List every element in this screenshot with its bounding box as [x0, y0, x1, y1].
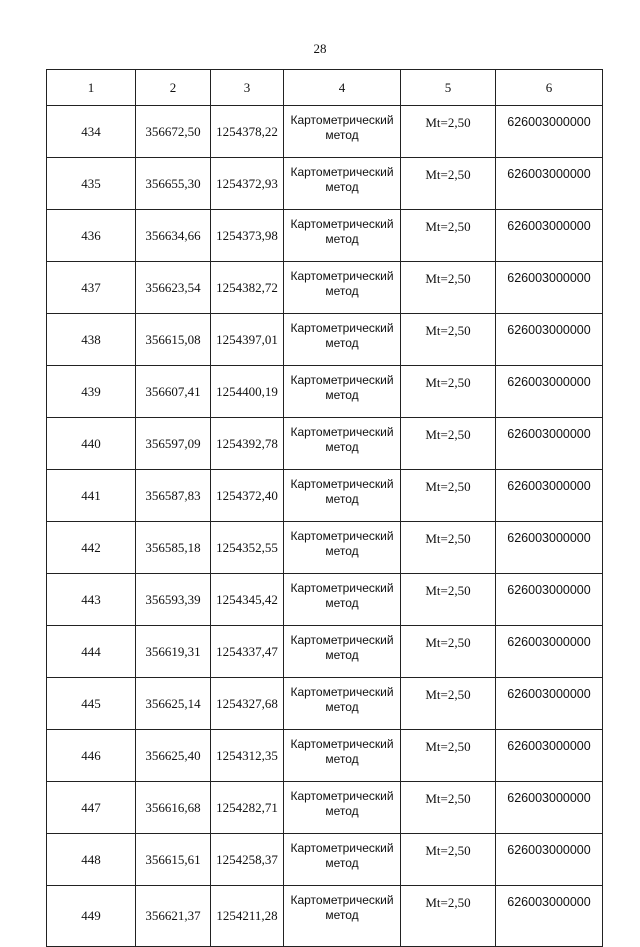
y-coordinate-cell: 1254400,19 — [211, 366, 284, 418]
method-line-1: Картометрический — [290, 425, 394, 439]
accuracy-cell: Mt=2,50 — [401, 418, 496, 470]
method-line-2: метод — [325, 128, 359, 142]
method-line-1: Картометрический — [290, 269, 394, 283]
cadastral-code-cell: 626003000000 — [496, 678, 603, 730]
x-coordinate-cell: 356623,54 — [136, 262, 211, 314]
table-row — [47, 730, 603, 782]
cadastral-code-cell: 626003000000 — [496, 522, 603, 574]
point-number-cell: 447 — [47, 782, 136, 834]
method-line-2: метод — [325, 180, 359, 194]
x-coordinate-cell: 356621,37 — [136, 886, 211, 947]
x-coordinate-cell: 356593,39 — [136, 574, 211, 626]
method-line-1: Картометрический — [290, 789, 394, 803]
cadastral-code-cell: 626003000000 — [496, 210, 603, 262]
accuracy-cell: Mt=2,50 — [401, 834, 496, 886]
accuracy-cell: Mt=2,50 — [401, 678, 496, 730]
cadastral-code-cell: 626003000000 — [496, 262, 603, 314]
y-coordinate-cell: 1254352,55 — [211, 522, 284, 574]
point-number-cell: 436 — [47, 210, 136, 262]
point-number-cell: 437 — [47, 262, 136, 314]
x-coordinate-cell: 356615,08 — [136, 314, 211, 366]
method-cell — [284, 418, 401, 470]
y-coordinate-cell: 1254327,68 — [211, 678, 284, 730]
page-number: 28 — [313, 41, 327, 56]
table-row — [47, 314, 603, 366]
method-line-2: метод — [325, 700, 359, 714]
table-row — [47, 574, 603, 626]
method-cell — [284, 782, 401, 834]
cadastral-code-cell: 626003000000 — [496, 730, 603, 782]
method-cell — [284, 314, 401, 366]
accuracy-cell: Mt=2,50 — [401, 106, 496, 158]
accuracy-cell: Mt=2,50 — [401, 314, 496, 366]
method-cell — [284, 886, 401, 947]
method-line-1: Картометрический — [290, 477, 394, 491]
x-coordinate-cell: 356634,66 — [136, 210, 211, 262]
method-cell — [284, 366, 401, 418]
accuracy-cell: Mt=2,50 — [401, 210, 496, 262]
y-coordinate-cell: 1254258,37 — [211, 834, 284, 886]
point-number-cell: 440 — [47, 418, 136, 470]
cadastral-code-cell: 626003000000 — [496, 886, 603, 947]
point-number-cell: 442 — [47, 522, 136, 574]
x-coordinate-cell: 356587,83 — [136, 470, 211, 522]
cadastral-code-cell: 626003000000 — [496, 574, 603, 626]
table-row — [47, 366, 603, 418]
method-line-2: метод — [325, 908, 359, 922]
method-cell — [284, 106, 401, 158]
header-col-1: 1 — [47, 70, 136, 106]
x-coordinate-cell: 356597,09 — [136, 418, 211, 470]
table-row — [47, 262, 603, 314]
table-row — [47, 418, 603, 470]
method-line-2: метод — [325, 804, 359, 818]
table-row — [47, 158, 603, 210]
method-cell — [284, 626, 401, 678]
accuracy-cell: Mt=2,50 — [401, 626, 496, 678]
accuracy-cell: Mt=2,50 — [401, 522, 496, 574]
method-line-2: метод — [325, 388, 359, 402]
point-number-cell: 449 — [47, 886, 136, 947]
header-col-5: 5 — [401, 70, 496, 106]
accuracy-cell: Mt=2,50 — [401, 262, 496, 314]
y-coordinate-cell: 1254282,71 — [211, 782, 284, 834]
x-coordinate-cell: 356625,14 — [136, 678, 211, 730]
method-line-1: Картометрический — [290, 113, 394, 127]
method-line-1: Картометрический — [290, 581, 394, 595]
method-cell — [284, 210, 401, 262]
y-coordinate-cell: 1254337,47 — [211, 626, 284, 678]
method-line-2: метод — [325, 544, 359, 558]
accuracy-cell: Mt=2,50 — [401, 574, 496, 626]
cadastral-code-cell: 626003000000 — [496, 106, 603, 158]
point-number-cell: 446 — [47, 730, 136, 782]
method-line-1: Картометрический — [290, 633, 394, 647]
cadastral-code-cell: 626003000000 — [496, 418, 603, 470]
method-line-1: Картометрический — [290, 737, 394, 751]
table-row — [47, 678, 603, 730]
method-line-2: метод — [325, 752, 359, 766]
method-line-2: метод — [325, 596, 359, 610]
x-coordinate-cell: 356619,31 — [136, 626, 211, 678]
y-coordinate-cell: 1254373,98 — [211, 210, 284, 262]
y-coordinate-cell: 1254345,42 — [211, 574, 284, 626]
header-col-4: 4 — [284, 70, 401, 106]
method-cell — [284, 678, 401, 730]
accuracy-cell: Mt=2,50 — [401, 782, 496, 834]
x-coordinate-cell: 356585,18 — [136, 522, 211, 574]
table-row — [47, 886, 603, 947]
table-row — [47, 470, 603, 522]
method-cell — [284, 730, 401, 782]
point-number-cell: 441 — [47, 470, 136, 522]
header-col-2: 2 — [136, 70, 211, 106]
accuracy-cell: Mt=2,50 — [401, 158, 496, 210]
y-coordinate-cell: 1254392,78 — [211, 418, 284, 470]
y-coordinate-cell: 1254211,28 — [211, 886, 284, 947]
y-coordinate-cell: 1254312,35 — [211, 730, 284, 782]
cadastral-code-cell: 626003000000 — [496, 470, 603, 522]
cadastral-code-cell: 626003000000 — [496, 314, 603, 366]
method-line-2: метод — [325, 856, 359, 870]
method-line-2: метод — [325, 492, 359, 506]
table-row — [47, 106, 603, 158]
method-line-1: Картометрический — [290, 893, 394, 907]
y-coordinate-cell: 1254378,22 — [211, 106, 284, 158]
method-line-1: Картометрический — [290, 529, 394, 543]
x-coordinate-cell: 356616,68 — [136, 782, 211, 834]
y-coordinate-cell: 1254382,72 — [211, 262, 284, 314]
method-cell — [284, 158, 401, 210]
method-line-2: метод — [325, 232, 359, 246]
method-line-1: Картометрический — [290, 165, 394, 179]
table-row — [47, 782, 603, 834]
method-cell — [284, 522, 401, 574]
header-col-6: 6 — [496, 70, 603, 106]
method-line-1: Картометрический — [290, 217, 394, 231]
accuracy-cell: Mt=2,50 — [401, 366, 496, 418]
point-number-cell: 435 — [47, 158, 136, 210]
cadastral-code-cell: 626003000000 — [496, 834, 603, 886]
y-coordinate-cell: 1254372,93 — [211, 158, 284, 210]
point-number-cell: 443 — [47, 574, 136, 626]
point-number-cell: 434 — [47, 106, 136, 158]
table-row — [47, 210, 603, 262]
method-cell — [284, 262, 401, 314]
method-line-1: Картометрический — [290, 373, 394, 387]
method-line-1: Картометрический — [290, 321, 394, 335]
x-coordinate-cell: 356615,61 — [136, 834, 211, 886]
method-line-2: метод — [325, 648, 359, 662]
y-coordinate-cell: 1254397,01 — [211, 314, 284, 366]
cadastral-code-cell: 626003000000 — [496, 782, 603, 834]
method-cell — [284, 834, 401, 886]
table-row — [47, 626, 603, 678]
cadastral-code-cell: 626003000000 — [496, 158, 603, 210]
table-header-row — [47, 70, 603, 106]
table-row — [47, 834, 603, 886]
method-line-1: Картометрический — [290, 685, 394, 699]
point-number-cell: 438 — [47, 314, 136, 366]
coordinates-table — [46, 69, 603, 947]
x-coordinate-cell: 356655,30 — [136, 158, 211, 210]
point-number-cell: 445 — [47, 678, 136, 730]
method-cell — [284, 574, 401, 626]
cadastral-code-cell: 626003000000 — [496, 366, 603, 418]
cadastral-code-cell: 626003000000 — [496, 626, 603, 678]
method-line-1: Картометрический — [290, 841, 394, 855]
point-number-cell: 448 — [47, 834, 136, 886]
method-line-2: метод — [325, 284, 359, 298]
accuracy-cell: Mt=2,50 — [401, 730, 496, 782]
method-line-2: метод — [325, 440, 359, 454]
point-number-cell: 439 — [47, 366, 136, 418]
table-row — [47, 522, 603, 574]
x-coordinate-cell: 356625,40 — [136, 730, 211, 782]
accuracy-cell: Mt=2,50 — [401, 886, 496, 947]
method-cell — [284, 470, 401, 522]
method-line-2: метод — [325, 336, 359, 350]
y-coordinate-cell: 1254372,40 — [211, 470, 284, 522]
accuracy-cell: Mt=2,50 — [401, 470, 496, 522]
x-coordinate-cell: 356607,41 — [136, 366, 211, 418]
point-number-cell: 444 — [47, 626, 136, 678]
x-coordinate-cell: 356672,50 — [136, 106, 211, 158]
header-col-3: 3 — [211, 70, 284, 106]
